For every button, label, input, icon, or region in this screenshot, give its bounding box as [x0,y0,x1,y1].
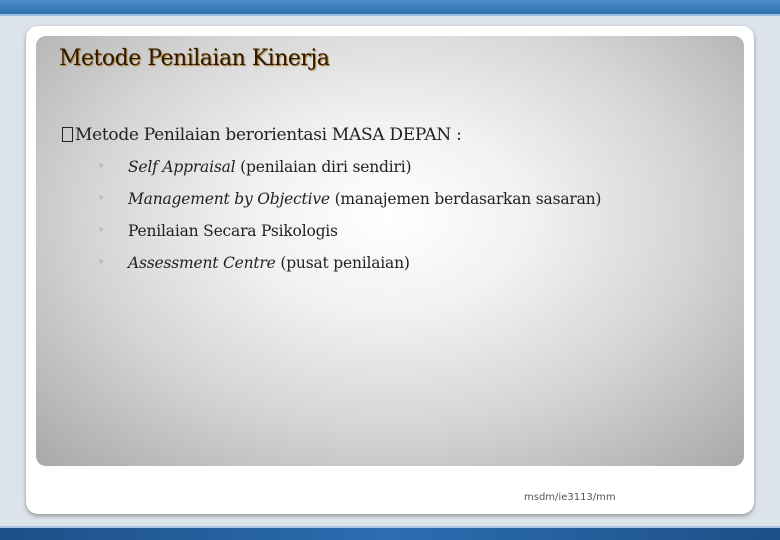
list-item [98,254,601,286]
bullet-term: Assessment Centre [128,254,276,272]
bullet-term: Self Appraisal [128,158,236,176]
bullet-circle-icon: ◦ [98,225,104,236]
slide-footer: msdm/ie3113/mm [524,492,616,503]
subheading-text: Metode Penilaian berorientasi MASA DEPAN : [75,125,462,145]
bullet-desc: (pusat penilaian) [275,254,410,272]
bullet-desc: (penilaian diri sendiri) [235,158,412,176]
list-item [98,222,601,254]
list-item [98,190,601,222]
bullet-desc: Penilaian Secara Psikologis [128,222,338,240]
bullet-desc: (manajemen berdasarkan sasaran) [329,190,602,208]
bullet-circle-icon: ◦ [98,257,104,268]
subheading [62,125,462,145]
missing-glyph-marker [62,127,73,142]
top-accent-line [0,14,780,16]
bullet-term: Management by Objective [128,190,330,208]
bullet-circle-icon: ◦ [98,193,104,204]
slide-title: Metode Penilaian Kinerja [59,46,330,71]
bullet-circle-icon: ◦ [98,161,104,172]
list-item [98,158,601,190]
bullet-list [98,158,601,286]
top-accent-bar [0,0,780,14]
bottom-accent-bar [0,528,780,540]
